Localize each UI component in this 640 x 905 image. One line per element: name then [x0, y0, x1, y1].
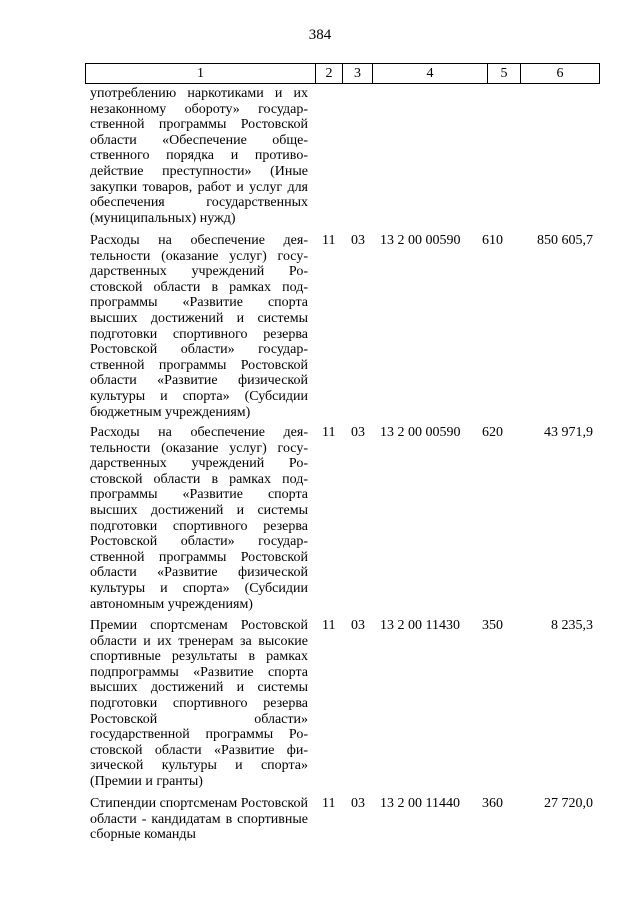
column-header-1: 1: [197, 66, 204, 81]
row-expense-kind: 350: [482, 618, 503, 633]
row-amount: 8 235,3: [551, 618, 593, 633]
row-description: употреблению наркотиками и их незаконному обороту» государственной программы Ростовской области «Обеспечение общественного порядка и противодействие преступности» (Иные закупки товаров, работ и услуг для обеспечения государственных (муниципальных) нужд): [90, 86, 308, 226]
row-target-article: 13 2 00 11430: [380, 618, 460, 633]
row-target-article: 13 2 00 00590: [380, 425, 461, 440]
row-subsection: 03: [351, 425, 365, 440]
row-target-article: 13 2 00 00590: [380, 233, 461, 248]
column-header-2: 2: [315, 64, 342, 83]
row-subsection: 03: [351, 233, 365, 248]
row-target-article: 13 2 00 11440: [380, 796, 460, 811]
row-amount: 27 720,0: [544, 796, 593, 811]
row-amount: 43 971,9: [544, 425, 593, 440]
row-description: Премии спортсменам Ростовской области и их тренерам за высокие спортивные результаты в рамках подпрограммы «Развитие спорта высших достижений и системы подготовки спортивного резерва Ростовской области» государственной программы Ростовской области «Развитие физической культуры и спорта» (Премии и гранты): [90, 618, 308, 789]
row-subsection: 03: [351, 618, 365, 633]
row-subsection: 03: [351, 796, 365, 811]
row-section: 11: [322, 796, 336, 811]
row-expense-kind: 620: [482, 425, 503, 440]
row-description: Расходы на обеспечение деятельности (оказание услуг) государственных учреждений Ростовской области в рамках подпрограммы «Развитие спорта высших достижений и системы подготовки спортивного резерва Ростовской области» государственной программы Ростовской области «Развитие физической культуры и спорта» (Субсидии автономным учреждениям): [90, 425, 308, 612]
row-section: 11: [322, 618, 336, 633]
column-header-4: 4: [372, 64, 487, 83]
row-description: Расходы на обеспечение деятельности (оказание услуг) государственных учреждений Ростовской области в рамках подпрограммы «Развитие спорта высших достижений и системы подготовки спортивного резерва Ростовской области» государственной программы Ростовской области «Развитие физической культуры и спорта» (Субсидии бюджетным учреждениям): [90, 233, 308, 420]
row-expense-kind: 610: [482, 233, 503, 248]
row-description: Стипендии спортсменам Ростовской области - кандидатам в спортивные сборные команды: [90, 796, 308, 843]
column-header-6: 6: [520, 64, 599, 83]
row-section: 11: [322, 425, 336, 440]
table-header: [85, 63, 600, 84]
column-header-3: 3: [342, 64, 372, 83]
column-header-5: 5: [487, 64, 520, 83]
page-number: 384: [308, 27, 332, 43]
row-section: 11: [322, 233, 336, 248]
row-expense-kind: 360: [482, 796, 503, 811]
row-amount: 850 605,7: [537, 233, 593, 248]
